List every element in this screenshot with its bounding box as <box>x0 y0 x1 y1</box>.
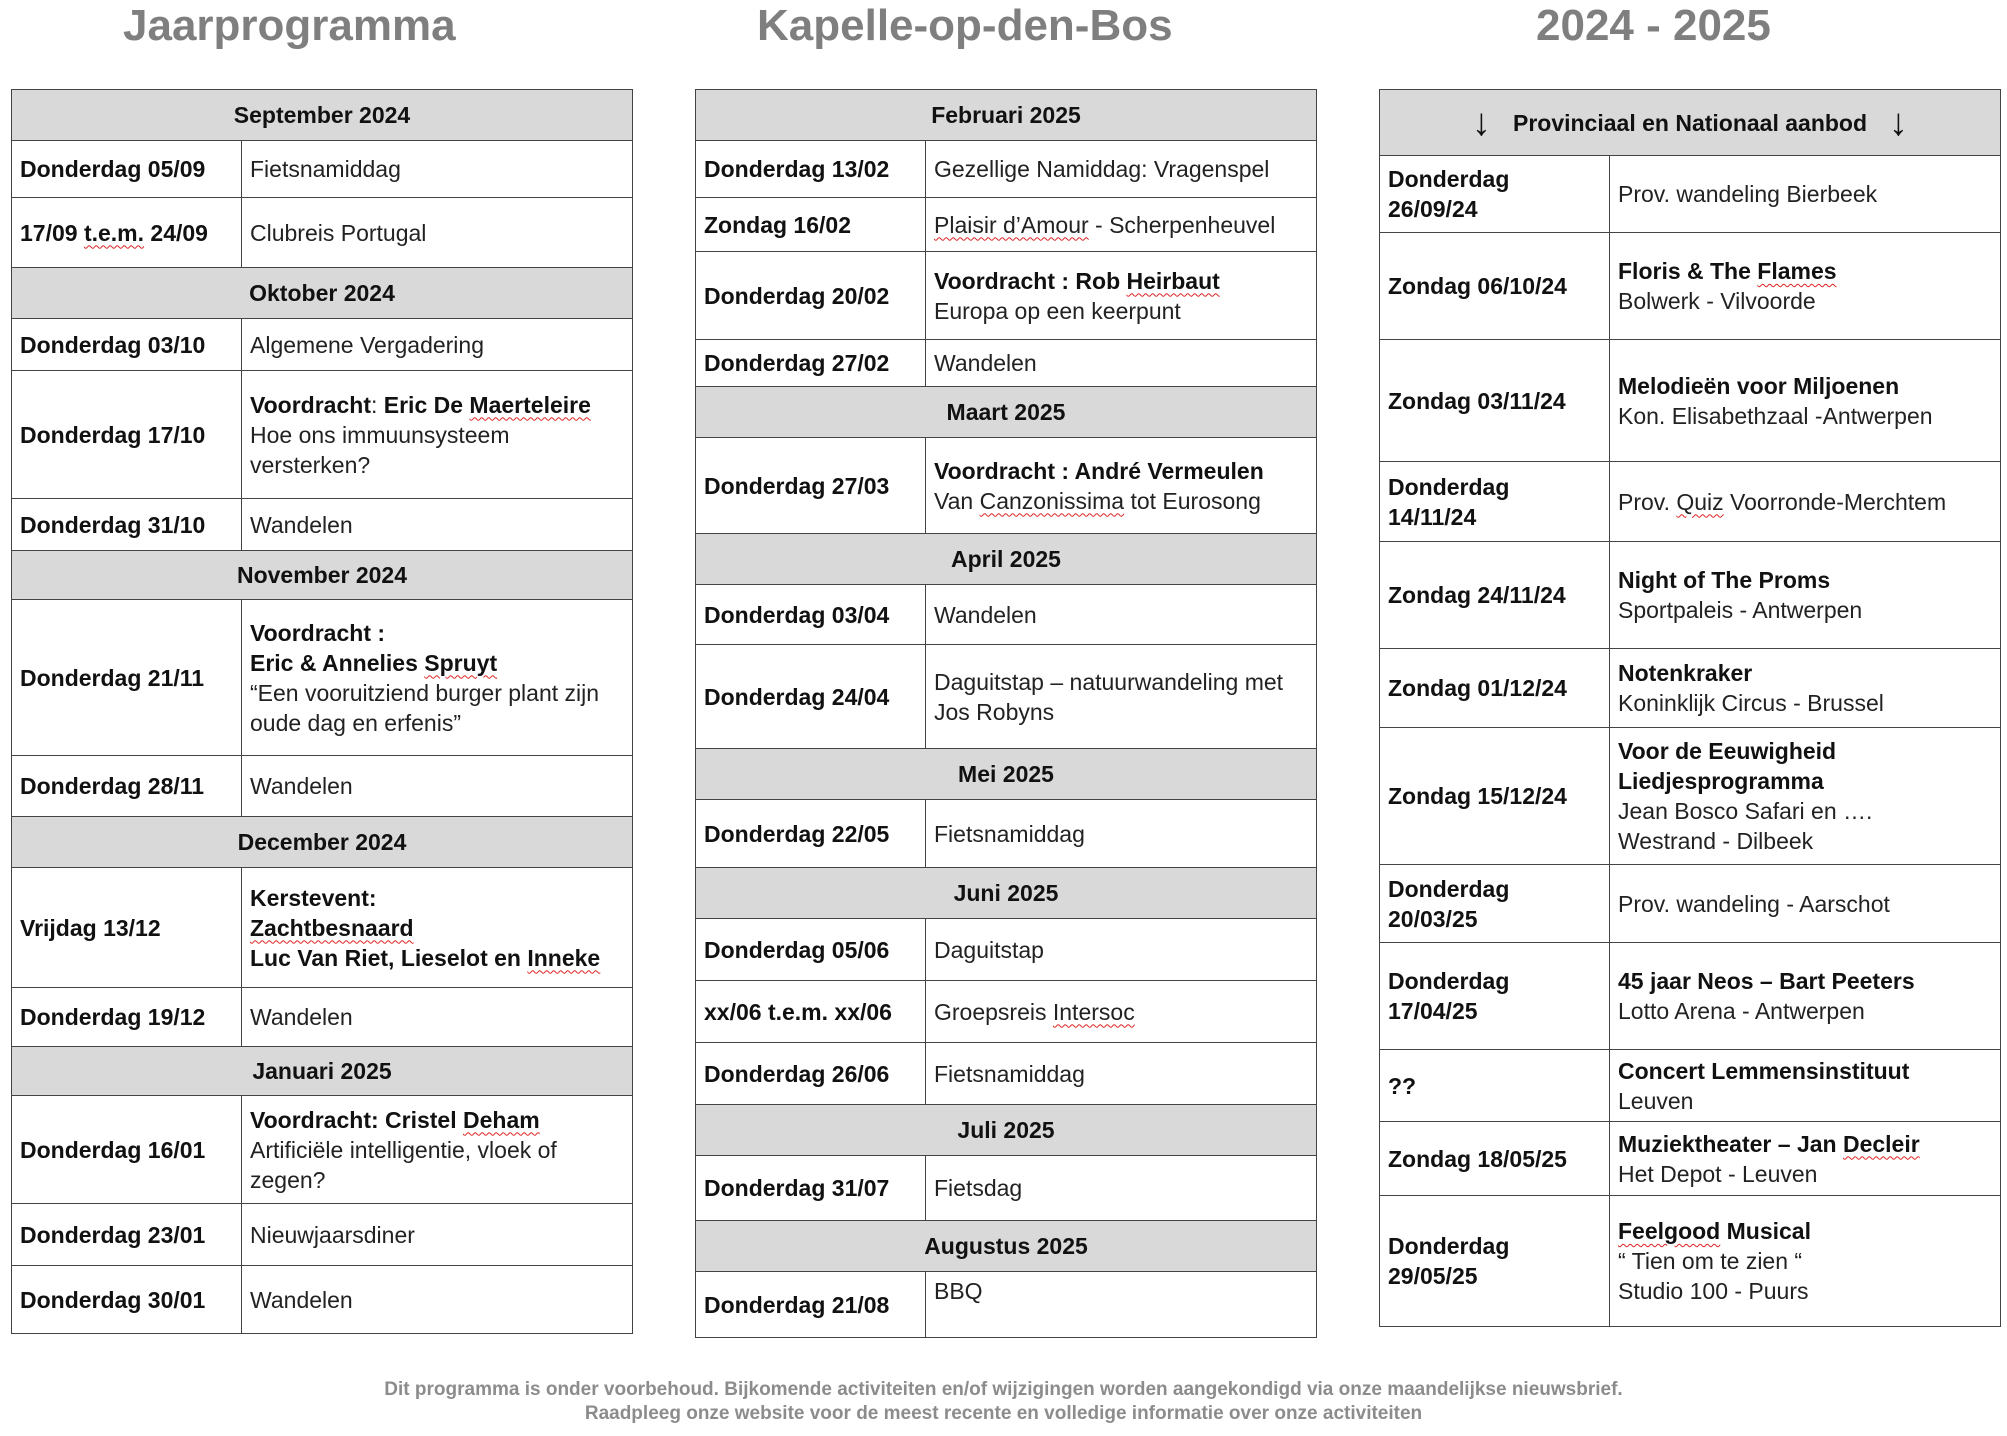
event-row <box>696 438 1317 534</box>
event-row <box>696 585 1317 645</box>
month-header-row <box>696 90 1317 141</box>
event-date: Zondag 24/11/24 <box>1380 542 1610 649</box>
event-text: Luc Van Riet, Lieselot en <box>250 944 528 971</box>
event-text: Voorronde-Merchtem <box>1723 488 1947 515</box>
event-description <box>926 252 1317 340</box>
event-line: Voordracht : <box>250 619 386 646</box>
event-line: Prov. wandeling - Aarschot <box>1618 890 1890 917</box>
event-line: Daguitstap – natuurwandeling met Jos Robyns <box>934 668 1284 725</box>
event-row <box>1380 233 2001 340</box>
event-description <box>242 756 633 817</box>
event-row <box>696 919 1317 981</box>
month-header: Mei 2025 <box>696 749 1317 800</box>
month-header-row <box>696 868 1317 919</box>
event-date: Donderdag 27/03 <box>696 438 926 534</box>
event-row <box>696 645 1317 749</box>
event-line: Wandelen <box>934 350 1037 376</box>
event-row <box>696 800 1317 868</box>
event-line: Fietsnamiddag <box>934 1060 1085 1087</box>
month-header: April 2025 <box>696 534 1317 585</box>
event-row <box>12 1204 633 1266</box>
event-date: xx/06 t.e.m. xx/06 <box>696 981 926 1043</box>
event-description <box>1610 865 2001 943</box>
event-date: Zondag 15/12/24 <box>1380 728 1610 865</box>
event-line: Koninklijk Circus - Brussel <box>1618 690 1884 716</box>
event-date: Donderdag 31/07 <box>696 1156 926 1221</box>
month-header: Juni 2025 <box>696 868 1317 919</box>
month-header-row <box>696 387 1317 438</box>
event-date: Donderdag 17/04/25 <box>1380 943 1610 1050</box>
event-description <box>1610 156 2001 233</box>
event-description <box>1610 1050 2001 1122</box>
event-text: : <box>370 391 384 418</box>
section-header <box>1380 90 2001 156</box>
event-line <box>934 486 1308 516</box>
event-text: Voordracht: Cristel <box>250 1106 463 1133</box>
event-line: Studio 100 - Puurs <box>1618 1278 1809 1304</box>
event-description <box>926 800 1317 868</box>
event-line: Clubreis Portugal <box>250 219 427 246</box>
event-line: “Een vooruitziend burger plant zijn oude dag en erfenis” <box>250 679 600 736</box>
event-description <box>926 198 1317 252</box>
header-left: Jaarprogramma <box>123 1 456 50</box>
event-line: Hoe ons immuunsysteem versterken? <box>250 421 510 478</box>
month-header-row <box>12 551 633 600</box>
event-line <box>1618 487 1992 517</box>
event-text: tot Eurosong <box>1124 487 1261 514</box>
event-line <box>934 997 1308 1027</box>
event-line: Fietsdag <box>934 1175 1023 1201</box>
event-date: Donderdag 28/11 <box>12 756 242 817</box>
event-description <box>926 981 1317 1043</box>
event-description <box>926 141 1317 198</box>
event-row <box>12 600 633 756</box>
event-line: Jean Bosco Safari en …. <box>1618 798 1873 824</box>
event-line: 45 jaar Neos – Bart Peeters <box>1618 968 1915 994</box>
event-description <box>242 371 633 499</box>
event-row <box>12 198 633 268</box>
event-row <box>696 252 1317 340</box>
event-line: Night of The Proms <box>1618 567 1831 593</box>
event-line: Concert Lemmensinstituut <box>1618 1057 1910 1084</box>
event-description <box>242 868 633 988</box>
event-line: Algemene Vergadering <box>250 331 484 358</box>
schedule-table-2025 <box>695 89 1317 1338</box>
event-row <box>1380 865 2001 943</box>
event-line <box>934 266 1308 296</box>
event-date: Donderdag 20/02 <box>696 252 926 340</box>
event-line: Gezellige Namiddag: Vragenspel <box>934 156 1270 182</box>
event-date-part: 17/09 <box>20 219 84 246</box>
event-line <box>250 390 624 420</box>
event-row <box>1380 943 2001 1050</box>
event-description <box>242 141 633 198</box>
event-line <box>1618 256 1992 286</box>
event-description <box>1610 542 2001 649</box>
event-date: Donderdag 05/09 <box>12 141 242 198</box>
event-line: Leuven <box>1618 1087 1694 1114</box>
month-header: September 2024 <box>12 90 633 141</box>
event-date: Donderdag 29/05/25 <box>1380 1196 1610 1327</box>
event-text: Heirbaut <box>1126 267 1220 294</box>
month-header: Maart 2025 <box>696 387 1317 438</box>
event-description <box>926 1156 1317 1221</box>
event-row <box>12 141 633 198</box>
event-line: Artificiële intelligentie, vloek of zegen? <box>250 1136 557 1193</box>
event-line: Prov. wandeling Bierbeek <box>1618 181 1878 207</box>
event-description <box>242 319 633 371</box>
month-header: November 2024 <box>12 551 633 600</box>
event-text: Deham <box>463 1106 540 1133</box>
event-text: Decleir <box>1842 1130 1920 1157</box>
event-text: Voordracht <box>250 391 371 418</box>
event-line: Sportpaleis - Antwerpen <box>1618 597 1863 623</box>
event-line: Wandelen <box>250 1286 353 1313</box>
event-text: Van <box>934 487 980 514</box>
month-header: Augustus 2025 <box>696 1221 1317 1272</box>
event-date-part: t.e.m. <box>83 219 145 246</box>
event-line: Lotto Arena - Antwerpen <box>1618 998 1865 1024</box>
month-header-row <box>12 1047 633 1096</box>
event-text: - Scherpenheuvel <box>1088 211 1276 238</box>
event-date: Donderdag 21/08 <box>696 1272 926 1338</box>
event-date: Donderdag 13/02 <box>696 141 926 198</box>
event-line <box>1618 1129 1992 1159</box>
event-line <box>250 913 624 943</box>
event-row <box>696 1043 1317 1105</box>
event-date: Donderdag 17/10 <box>12 371 242 499</box>
event-date: Zondag 03/11/24 <box>1380 340 1610 462</box>
event-description <box>1610 649 2001 728</box>
event-text: Groepsreis <box>934 998 1053 1025</box>
event-text: Eric & Annelies <box>250 649 425 676</box>
event-description <box>1610 462 2001 542</box>
event-row <box>12 988 633 1047</box>
event-line: Wandelen <box>250 1004 353 1030</box>
header-right: 2024 - 2025 <box>1536 1 1771 50</box>
event-description <box>926 438 1317 534</box>
month-header-row <box>12 817 633 868</box>
event-line: Liedjesprogramma <box>1618 768 1824 794</box>
month-header: December 2024 <box>12 817 633 868</box>
event-text: Plaisir d’Amour <box>934 211 1089 238</box>
event-line: Wandelen <box>250 511 353 538</box>
footer-note-line1: Dit programma is onder voorbehoud. Bijkomende activiteiten en/of wijzigingen worden aangekondigd via onze maandelijkse nieuwsbrief. <box>384 1379 1623 1400</box>
event-date: Donderdag 19/12 <box>12 988 242 1047</box>
event-text: Prov. <box>1618 488 1677 515</box>
event-row <box>696 1272 1317 1338</box>
event-text: Voordracht : Rob <box>934 267 1127 294</box>
event-row <box>696 340 1317 387</box>
event-description <box>242 1096 633 1204</box>
event-row <box>696 1156 1317 1221</box>
event-line: Wandelen <box>934 601 1037 628</box>
event-text: Flames <box>1757 258 1837 284</box>
event-line: Nieuwjaarsdiner <box>250 1221 415 1248</box>
event-row <box>12 868 633 988</box>
event-description <box>926 340 1317 387</box>
event-text: Eric De <box>383 391 470 418</box>
event-date: Donderdag 03/04 <box>696 585 926 645</box>
event-date: Vrijdag 13/12 <box>12 868 242 988</box>
event-line: Notenkraker <box>1618 660 1753 686</box>
event-date: Donderdag 24/04 <box>696 645 926 749</box>
event-text: Inneke <box>527 944 601 971</box>
event-date: Donderdag 30/01 <box>12 1266 242 1334</box>
event-description <box>1610 1196 2001 1327</box>
event-text: Canzonissima <box>979 487 1125 514</box>
event-date <box>12 198 242 268</box>
footer-note-line2: Raadpleeg onze website voor de meest recente en volledige informatie over onze activiteiten <box>584 1403 1423 1424</box>
event-description <box>242 1204 633 1266</box>
month-header-row <box>12 268 633 319</box>
event-line: “ Tien om te zien “ <box>1618 1248 1803 1274</box>
event-text: Spruyt <box>424 649 498 676</box>
month-header-row <box>696 534 1317 585</box>
event-description <box>1610 233 2001 340</box>
event-description <box>926 1272 1317 1338</box>
event-line <box>250 943 624 973</box>
event-description <box>926 585 1317 645</box>
event-text: Maerteleire <box>469 391 591 418</box>
event-description <box>926 645 1317 749</box>
month-header-row <box>12 90 633 141</box>
event-row <box>696 141 1317 198</box>
event-row <box>1380 462 2001 542</box>
event-line <box>934 210 1308 240</box>
event-date: Donderdag 16/01 <box>12 1096 242 1204</box>
event-row <box>12 319 633 371</box>
event-line: Voor de Eeuwigheid <box>1618 738 1837 764</box>
event-line: Fietsnamiddag <box>934 820 1085 847</box>
event-date: Donderdag 14/11/24 <box>1380 462 1610 542</box>
event-text: Feelgood <box>1618 1218 1721 1244</box>
event-description <box>242 600 633 756</box>
event-row <box>1380 340 2001 462</box>
event-date: Donderdag 23/01 <box>12 1204 242 1266</box>
event-line: BBQ <box>934 1278 983 1304</box>
event-description <box>926 919 1317 981</box>
event-date: Donderdag 26/09/24 <box>1380 156 1610 233</box>
event-row <box>1380 156 2001 233</box>
event-date: ?? <box>1380 1050 1610 1122</box>
event-date: Zondag 18/05/25 <box>1380 1122 1610 1196</box>
event-description <box>1610 340 2001 462</box>
event-date: Donderdag 21/11 <box>12 600 242 756</box>
event-date: Zondag 01/12/24 <box>1380 649 1610 728</box>
event-row <box>12 1096 633 1204</box>
event-row <box>1380 728 2001 865</box>
arrow-down-icon: ↓ <box>1889 101 1909 144</box>
section-header-row <box>1380 90 2001 156</box>
event-description <box>242 499 633 551</box>
month-header: Juli 2025 <box>696 1105 1317 1156</box>
month-header-row <box>696 1221 1317 1272</box>
event-description <box>242 198 633 268</box>
event-line: Kon. Elisabethzaal -Antwerpen <box>1618 402 1933 429</box>
event-text: Floris & The <box>1618 258 1758 284</box>
section-title: Provinciaal en Nationaal aanbod <box>1512 109 1868 136</box>
event-text: Quiz <box>1676 488 1724 515</box>
event-date-part: 24/09 <box>144 219 208 246</box>
event-date: Zondag 06/10/24 <box>1380 233 1610 340</box>
event-line: Daguitstap <box>934 936 1044 963</box>
event-row <box>12 499 633 551</box>
event-row <box>696 198 1317 252</box>
event-date: Donderdag 31/10 <box>12 499 242 551</box>
event-date: Donderdag 05/06 <box>696 919 926 981</box>
event-line: Europa op een keerpunt <box>934 297 1181 324</box>
event-row <box>1380 1196 2001 1327</box>
month-header: Februari 2025 <box>696 90 1317 141</box>
event-text: Intersoc <box>1052 998 1135 1025</box>
schedule-table-2024 <box>11 89 633 1334</box>
provincial-national-table <box>1379 89 2001 1327</box>
arrow-down-icon: ↓ <box>1471 101 1491 144</box>
event-date: Donderdag 20/03/25 <box>1380 865 1610 943</box>
event-text: Musical <box>1720 1218 1811 1244</box>
event-description <box>1610 943 2001 1050</box>
month-header-row <box>696 749 1317 800</box>
event-description <box>1610 728 2001 865</box>
event-line: Voordracht : André Vermeulen <box>934 457 1264 484</box>
event-line: Fietsnamiddag <box>250 156 401 182</box>
month-header: Januari 2025 <box>12 1047 633 1096</box>
event-line: Het Depot - Leuven <box>1618 1160 1818 1187</box>
event-description <box>926 1043 1317 1105</box>
event-date: Donderdag 22/05 <box>696 800 926 868</box>
event-line: Kerstevent: <box>250 884 377 911</box>
month-header: Oktober 2024 <box>12 268 633 319</box>
event-row <box>696 981 1317 1043</box>
event-date: Zondag 16/02 <box>696 198 926 252</box>
event-row <box>1380 1122 2001 1196</box>
event-row <box>1380 542 2001 649</box>
event-text: Zachtbesnaard <box>250 914 414 941</box>
event-date: Donderdag 26/06 <box>696 1043 926 1105</box>
month-header-row <box>696 1105 1317 1156</box>
event-row <box>12 371 633 499</box>
event-row <box>12 756 633 817</box>
event-description <box>1610 1122 2001 1196</box>
event-row <box>1380 649 2001 728</box>
event-line: Bolwerk - Vilvoorde <box>1618 288 1816 314</box>
event-row <box>12 1266 633 1334</box>
event-date: Donderdag 03/10 <box>12 319 242 371</box>
event-line <box>1618 1216 1992 1246</box>
event-line <box>250 648 624 678</box>
header-center: Kapelle-op-den-Bos <box>757 1 1173 50</box>
event-line: Wandelen <box>250 773 353 799</box>
event-line: Melodieën voor Miljoenen <box>1618 372 1900 399</box>
event-line <box>250 1105 624 1135</box>
event-line: Westrand - Dilbeek <box>1618 828 1814 854</box>
event-row <box>1380 1050 2001 1122</box>
event-description <box>242 988 633 1047</box>
event-text: Muziektheater – Jan <box>1618 1130 1843 1157</box>
event-description <box>242 1266 633 1334</box>
event-date: Donderdag 27/02 <box>696 340 926 387</box>
